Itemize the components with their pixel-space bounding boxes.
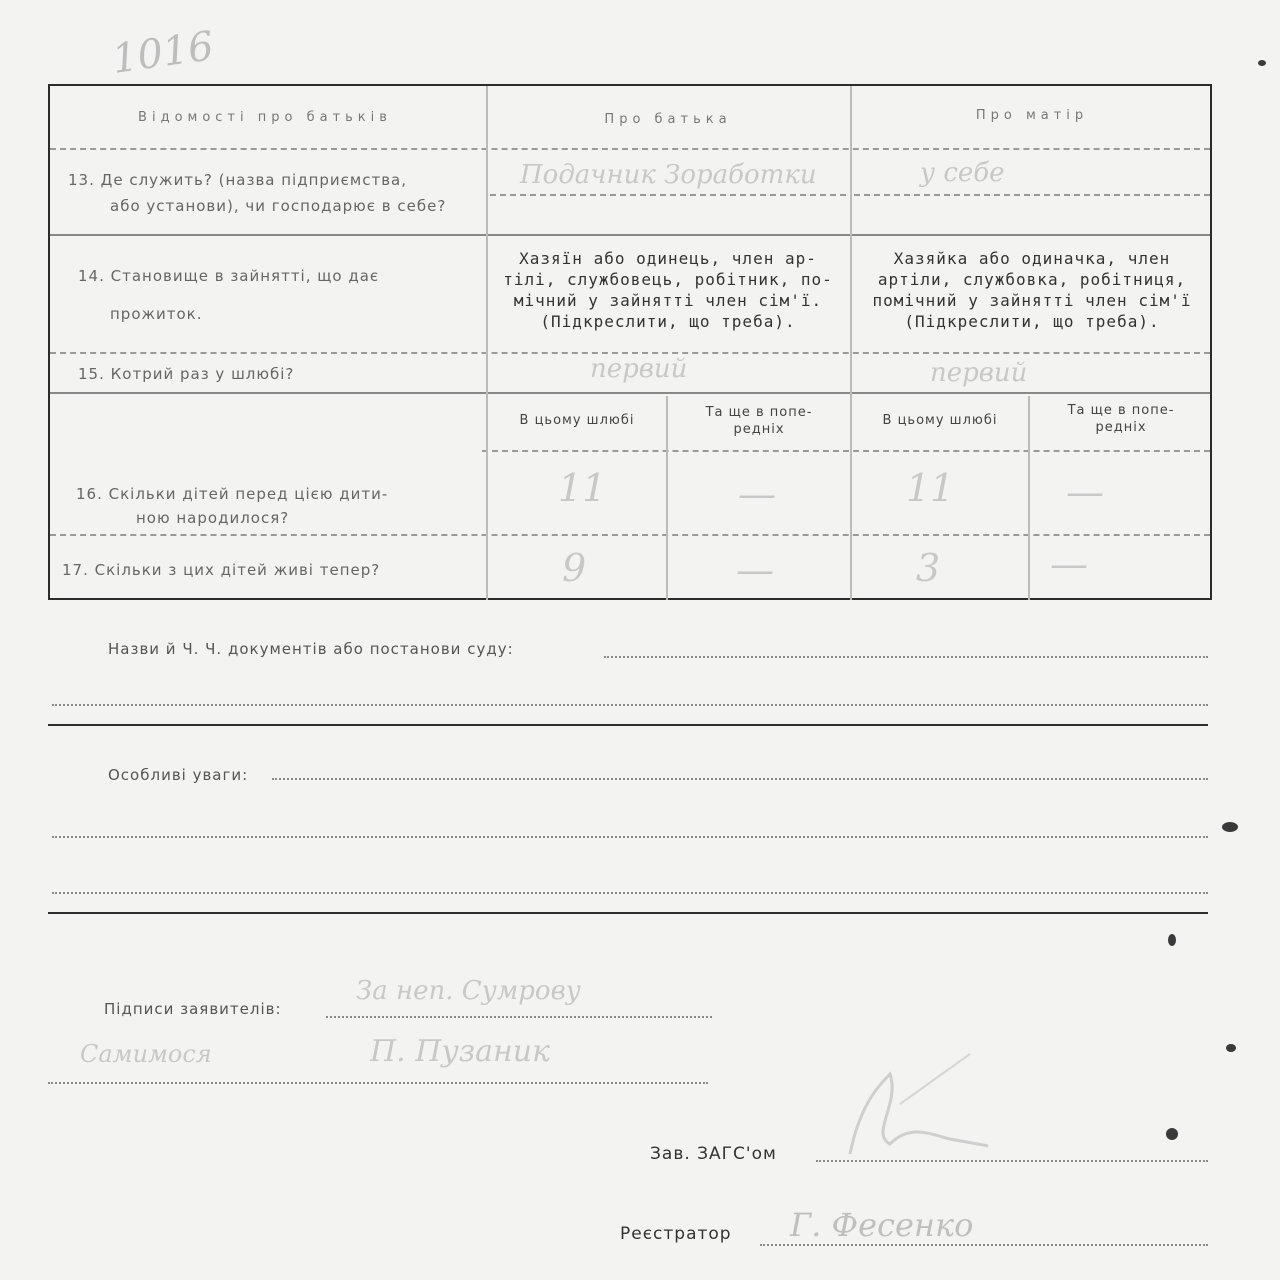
signature-line (326, 1016, 712, 1018)
remarks-fill-line (52, 892, 1208, 894)
header-info: Відомості про батьків (138, 110, 392, 125)
section-divider (48, 912, 1208, 914)
option-line: помічний у зайнятті член сім'ї (872, 291, 1192, 310)
option-line: Хазяїн або одинець, член ар- (519, 249, 817, 268)
option-line: тілі, службовець, робітник, по- (503, 270, 833, 289)
applicant-signature-1: За неп. Сумрову (356, 976, 581, 1006)
column-divider (666, 396, 668, 600)
question-16-line1: 16. Скільки дітей перед цією дити- (76, 485, 389, 503)
father-marriage-count-handwriting: первий (590, 354, 688, 384)
father-occupation-options (490, 248, 846, 332)
question-15: 15. Котрий раз у шлюбі? (78, 365, 295, 383)
mother-previous-children: — (1066, 470, 1104, 514)
paper-stain (1166, 1128, 1178, 1140)
answer-line (854, 194, 1210, 196)
question-14-line1: 14. Становище в зайнятті, що дає (78, 267, 380, 285)
signature-line (48, 1082, 708, 1084)
question-17: 17. Скільки з цих дітей живі тепер? (62, 561, 381, 579)
father-previous-living: — (736, 548, 774, 592)
father-previous-children: — (738, 472, 776, 516)
remarks-fill-line (272, 778, 1208, 780)
registrar-signature: Г. Фесенко (790, 1206, 974, 1244)
registry-head-label: Зав. ЗАГС'ом (650, 1144, 777, 1164)
registry-head-line (816, 1160, 1208, 1162)
registrar-label: Реєстратор (620, 1224, 732, 1244)
option-line: мічний у зайнятті член сім'ї. (513, 291, 823, 310)
paper-stain (1226, 1044, 1236, 1052)
paper-stain (1222, 822, 1238, 832)
subheader-mother-this-marriage: В цьому шлюбі (882, 413, 998, 428)
subheader-father-previous (670, 404, 848, 438)
subheader-mother-previous (1032, 402, 1210, 436)
header-father: Про батька (604, 112, 732, 127)
page-number-mark: 1016 (109, 23, 217, 83)
registry-head-signature (830, 1044, 990, 1164)
option-line: Хазяйка або одиначка, член (893, 249, 1171, 268)
father-children-count: 11 (558, 466, 607, 510)
divider (50, 148, 1210, 150)
column-divider (850, 86, 852, 600)
documents-label: Назви й Ч. Ч. документів або постанови суду: (108, 640, 514, 658)
question-13-line2: або установи), чи господарює в себе? (110, 197, 447, 215)
answer-line (490, 194, 846, 196)
column-divider (1028, 396, 1030, 600)
parents-info-table (48, 84, 1212, 600)
father-living-children: 9 (562, 546, 587, 590)
mother-workplace-handwriting: у себе (920, 158, 1005, 188)
subheader-line: Та ще в попе- (705, 405, 813, 420)
registrar-line (760, 1244, 1208, 1246)
documents-fill-line (52, 704, 1208, 706)
documents-fill-line (604, 656, 1208, 658)
subheader-line: редніх (1095, 420, 1147, 435)
subheader-father-this-marriage: В цьому шлюбі (519, 413, 635, 428)
applicant-signature-3: П. Пузаник (370, 1034, 551, 1069)
question-16-line2: ною народилося? (136, 509, 290, 527)
remarks-fill-line (52, 836, 1208, 838)
mother-previous-living: — (1050, 542, 1088, 586)
option-line: (Підкреслити, що треба). (904, 312, 1160, 331)
divider (50, 392, 1210, 394)
remarks-label: Особливі уваги: (108, 766, 249, 784)
mother-children-count: 11 (906, 466, 955, 510)
option-line: (Підкреслити, що треба). (540, 312, 796, 331)
question-14-line2: прожиток. (110, 305, 203, 323)
father-workplace-handwriting: Подачник Зоработки (520, 160, 817, 190)
divider (482, 450, 1210, 452)
divider (50, 234, 1210, 236)
mother-marriage-count-handwriting: первий (930, 358, 1028, 388)
question-13-line1: 13. Де служить? (назва підприємства, (68, 171, 408, 189)
header-mother: Про матір (975, 108, 1089, 123)
applicant-signature-2: Самимося (80, 1040, 212, 1068)
subheader-line: редніх (733, 422, 785, 437)
mother-living-children: 3 (916, 546, 941, 590)
paper-stain (1168, 934, 1176, 946)
paper-stain (1258, 60, 1266, 66)
mother-occupation-options (854, 248, 1210, 332)
subheader-line: Та ще в попе- (1067, 403, 1175, 418)
column-divider (486, 86, 488, 600)
option-line: артіли, службовка, робітниця, (877, 270, 1187, 289)
section-divider (48, 724, 1208, 726)
signatures-label: Підписи заявителів: (104, 1000, 282, 1018)
